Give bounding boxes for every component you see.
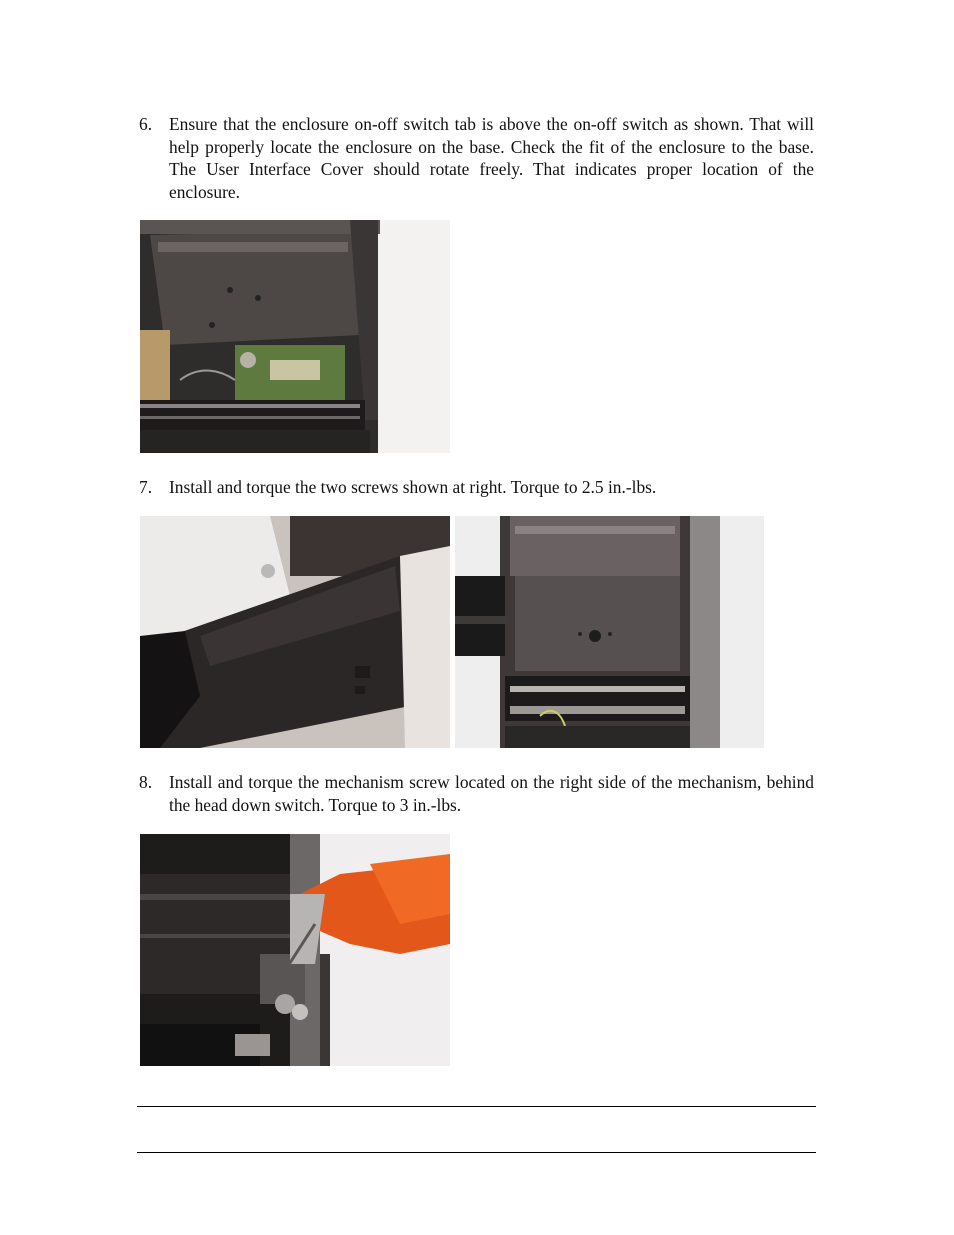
footer-rule-top	[137, 1106, 816, 1107]
step-text: Install and torque the two screws shown at right. Torque to 2.5 in.-lbs.	[169, 477, 657, 497]
step-7	[139, 476, 814, 499]
step-text: Install and torque the mechanism screw located on the right side of the mechanism, behind the head down switch. Torque to 3 in.-lbs.	[169, 772, 814, 815]
step-6	[139, 113, 814, 203]
step-number: 8.	[139, 772, 153, 792]
photo-enclosure-side-screws	[140, 516, 450, 748]
photo-mechanism-screw	[140, 834, 450, 1066]
photo-enclosure-open	[140, 220, 450, 453]
step-number: 7.	[139, 477, 153, 497]
footer-rule-bottom	[137, 1152, 816, 1153]
step-text: Ensure that the enclosure on-off switch tab is above the on-off switch as shown. That will help properly locate the enclosure on the base. Check the fit of the enclosure to the base. The User Interface Cover should rotate freely. That indicates proper location of the enclosure.	[169, 114, 814, 202]
step-8	[139, 771, 814, 816]
photo-enclosure-top-screws	[455, 516, 764, 748]
step-number: 6.	[139, 114, 153, 134]
